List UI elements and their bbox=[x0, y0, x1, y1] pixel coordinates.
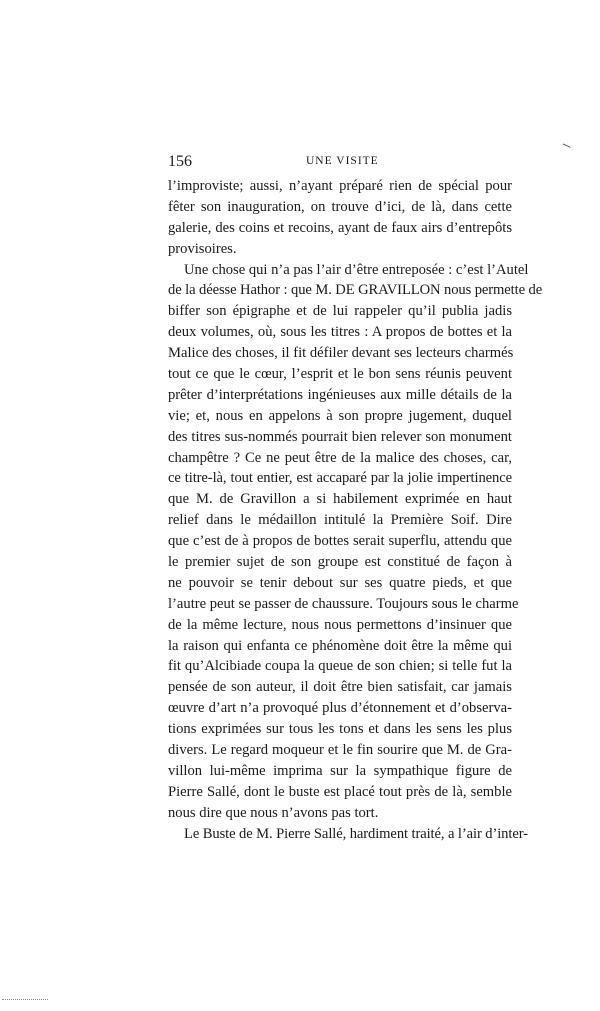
text-line: Le Buste de M. Pierre Sallé, hardiment traité, a l’air d’inter- bbox=[184, 825, 528, 842]
text-line: divers. Le regard moqueur et le fin sourire que M. de Gra- bbox=[168, 742, 512, 759]
text-line: fêter son inauguration, on trouve d’ici, de là, dans cette bbox=[168, 198, 512, 215]
text-line: provisoires. bbox=[168, 240, 237, 257]
text-line: Pierre Sallé, dont le buste est placé tout près de là, semble bbox=[168, 783, 512, 800]
text-line: biffer son épigraphe et de lui rappeler qu’il publia jadis bbox=[168, 303, 512, 320]
running-head: UNE VISITE bbox=[306, 155, 379, 167]
text-line: deux volumes, où, sous les titres : A propos de bottes et la bbox=[168, 324, 512, 341]
text-line: vie; et, nous en appelons à son propre jugement, duquel bbox=[168, 407, 512, 424]
text-line: le premier sujet de son groupe est constitué de façon à bbox=[168, 554, 512, 571]
text-line: fit qu’Alcibiade coupa la queue de son chien; si telle fut la bbox=[168, 658, 512, 675]
text-line: champêtre ? Ce ne peut être de la malice des choses, car, bbox=[168, 449, 512, 466]
text-line: que M. de Gravillon a si habilement exprimée en haut bbox=[168, 491, 512, 508]
page-header bbox=[168, 153, 512, 171]
text-line: que c’est de à propos de bottes serait superflu, attendu que bbox=[168, 533, 512, 550]
text-line: de la déesse Hathor : que M. DE GRAVILLON nous permette de bbox=[168, 282, 543, 299]
text-line: tions exprimées sur tous les tons et dans les sens les plus bbox=[168, 721, 512, 738]
page-number: 156 bbox=[168, 153, 192, 170]
body-text bbox=[168, 176, 543, 845]
text-line: relief dans le médaillon intitulé la Première Soif. Dire bbox=[168, 512, 512, 529]
text-line: nous dire que nous n’avons pas tort. bbox=[168, 804, 379, 821]
text-line: Une chose qui n’a pas l’air d’être entreposée : c’est l’Autel bbox=[184, 261, 529, 278]
text-line: des titres sus-nommés pourrait bien relever son monument bbox=[168, 428, 512, 445]
text-line: de la même lecture, nous nous permettons d’insinuer que bbox=[168, 616, 512, 633]
text-line: Malice des choses, il fit défiler devant ses lecteurs charmés bbox=[168, 345, 514, 362]
text-line: œuvre d’art n’a provoqué plus d’étonnement et d’observa- bbox=[168, 700, 512, 717]
scan-artifact bbox=[2, 999, 48, 1002]
text-line: ce titre-là, tout entier, est accaparé par la jolie impertinence bbox=[168, 470, 512, 487]
text-line: ne pouvoir se tenir debout sur ses quatre pieds, et que bbox=[168, 574, 512, 591]
margin-mark bbox=[562, 143, 571, 150]
text-line: pensée de son auteur, il doit être bien satisfait, car jamais bbox=[168, 679, 512, 696]
text-line: prêter d’interprétations ingénieuses aux mille détails de la bbox=[168, 386, 512, 403]
text-line: la raison qui enfanta ce phénomène doit être la même qui bbox=[168, 637, 512, 654]
text-line: l’improviste; aussi, n’ayant préparé rien de spécial pour bbox=[168, 178, 512, 194]
text-line: villon lui-même imprima sur la sympathique figure de bbox=[168, 762, 512, 779]
text-line: galerie, des coins et recoins, ayant de faux airs d’entrepôts bbox=[168, 219, 512, 236]
text-line: l’autre peut se passer de chaussure. Toujours sous le charme bbox=[168, 595, 519, 612]
text-line: tout ce que le cœur, l’esprit et le bon sens réunis peuvent bbox=[168, 366, 512, 383]
